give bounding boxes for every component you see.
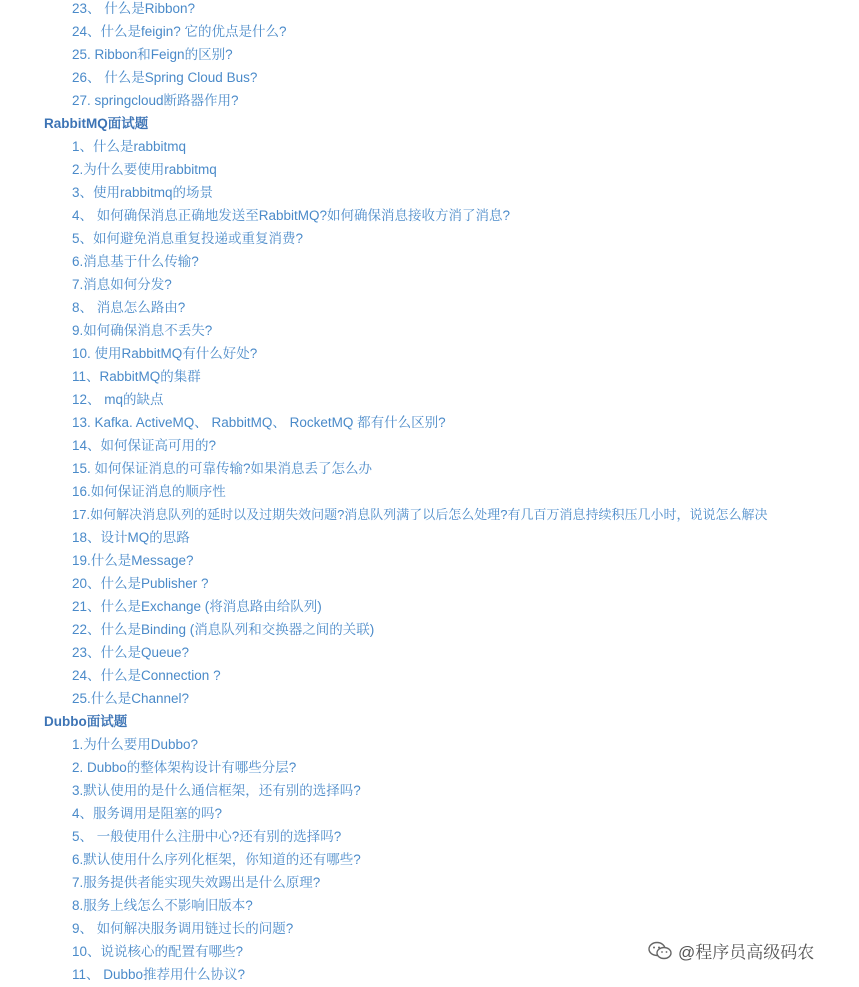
toc-item[interactable]: 21、什么是Exchange (将消息路由给队列) bbox=[72, 599, 322, 614]
toc-item[interactable]: 6.默认使用什么序列化框架，你知道的还有哪些? bbox=[72, 852, 361, 867]
toc-item[interactable]: 4、 如何确保消息正确地发送至RabbitMQ?如何确保消息接收方消了消息? bbox=[72, 208, 511, 223]
watermark-text: @程序员高级码农 bbox=[678, 943, 815, 962]
toc-item[interactable]: 24、什么是Connection ? bbox=[72, 668, 221, 683]
toc-item[interactable]: 11、RabbitMQ的集群 bbox=[72, 369, 201, 384]
toc-item[interactable]: 13. Kafka. ActiveMQ、 RabbitMQ、 RocketMQ 都有什么区别? bbox=[72, 415, 446, 430]
toc-item[interactable]: 20、什么是Publisher ? bbox=[72, 576, 209, 591]
toc-item[interactable]: 26、 什么是Spring Cloud Bus? bbox=[72, 70, 258, 85]
watermark bbox=[648, 938, 814, 963]
toc-item[interactable]: 2. Dubbo的整体架构设计有哪些分层? bbox=[72, 760, 297, 775]
toc-item[interactable]: 25. Ribbon和Feign的区别? bbox=[72, 47, 233, 62]
wechat-icon bbox=[648, 941, 672, 961]
toc-item[interactable]: 23、 什么是Ribbon? bbox=[72, 1, 196, 16]
toc-item[interactable]: 1.为什么要用Dubbo? bbox=[72, 737, 199, 752]
toc-item[interactable]: 17.如何解决消息队列的延时以及过期失效问题?消息队列满了以后怎么处理?有几百万消息持续积压几小时，说说怎么解决 bbox=[72, 507, 768, 522]
toc-item[interactable]: 19.什么是Message? bbox=[72, 553, 194, 568]
toc-item[interactable]: 2.为什么要使用rabbitmq bbox=[72, 162, 217, 177]
toc-item[interactable]: 12、 mq的缺点 bbox=[72, 392, 164, 407]
toc-item[interactable]: 5、 一般使用什么注册中心?还有别的选择吗? bbox=[72, 829, 342, 844]
toc-item[interactable]: 14、如何保证高可用的? bbox=[72, 438, 217, 453]
toc-item[interactable]: 9、 如何解决服务调用链过长的问题? bbox=[72, 921, 294, 936]
toc-item[interactable]: 9.如何确保消息不丢失? bbox=[72, 323, 213, 338]
toc-item[interactable]: 10. 使用RabbitMQ有什么好处? bbox=[72, 346, 258, 361]
toc-item[interactable]: 11、 Dubbo推荐用什么协议? bbox=[72, 967, 246, 982]
toc-item[interactable]: 1、什么是rabbitmq bbox=[72, 139, 187, 154]
toc-item[interactable]: 25.什么是Channel? bbox=[72, 691, 190, 706]
toc-item[interactable]: 7.消息如何分发? bbox=[72, 277, 172, 292]
toc-item[interactable]: 7.服务提供者能实现失效踢出是什么原理? bbox=[72, 875, 321, 890]
toc-item[interactable]: 23、什么是Queue? bbox=[72, 645, 190, 660]
toc-item[interactable]: 3、使用rabbitmq的场景 bbox=[72, 185, 214, 200]
toc-item[interactable]: 18、设计MQ的思路 bbox=[72, 530, 190, 545]
toc-item[interactable]: 16.如何保证消息的顺序性 bbox=[72, 484, 226, 499]
toc-item[interactable]: 3.默认使用的是什么通信框架，还有别的选择吗? bbox=[72, 783, 361, 798]
section-heading-rabbitmq[interactable]: RabbitMQ面试题 bbox=[44, 116, 149, 131]
toc-item[interactable]: 8、 消息怎么路由? bbox=[72, 300, 186, 315]
section-heading-dubbo[interactable]: Dubbo面试题 bbox=[44, 714, 128, 729]
toc-item[interactable]: 24、什么是feigin? 它的优点是什么? bbox=[72, 24, 287, 39]
toc-item[interactable]: 22、什么是Binding (消息队列和交换器之间的关联) bbox=[72, 622, 375, 637]
toc-item[interactable]: 8.服务上线怎么不影响旧版本? bbox=[72, 898, 253, 913]
toc-item[interactable]: 5、如何避免消息重复投递或重复消费? bbox=[72, 231, 304, 246]
toc-item[interactable]: 27. springcloud断路器作用? bbox=[72, 93, 239, 108]
toc-item[interactable]: 15. 如何保证消息的可靠传输?如果消息丢了怎么办 bbox=[72, 461, 373, 476]
toc-item[interactable]: 4、服务调用是阻塞的吗? bbox=[72, 806, 223, 821]
toc-item[interactable]: 10、说说核心的配置有哪些? bbox=[72, 944, 244, 959]
toc-item[interactable]: 6.消息基于什么传输? bbox=[72, 254, 199, 269]
